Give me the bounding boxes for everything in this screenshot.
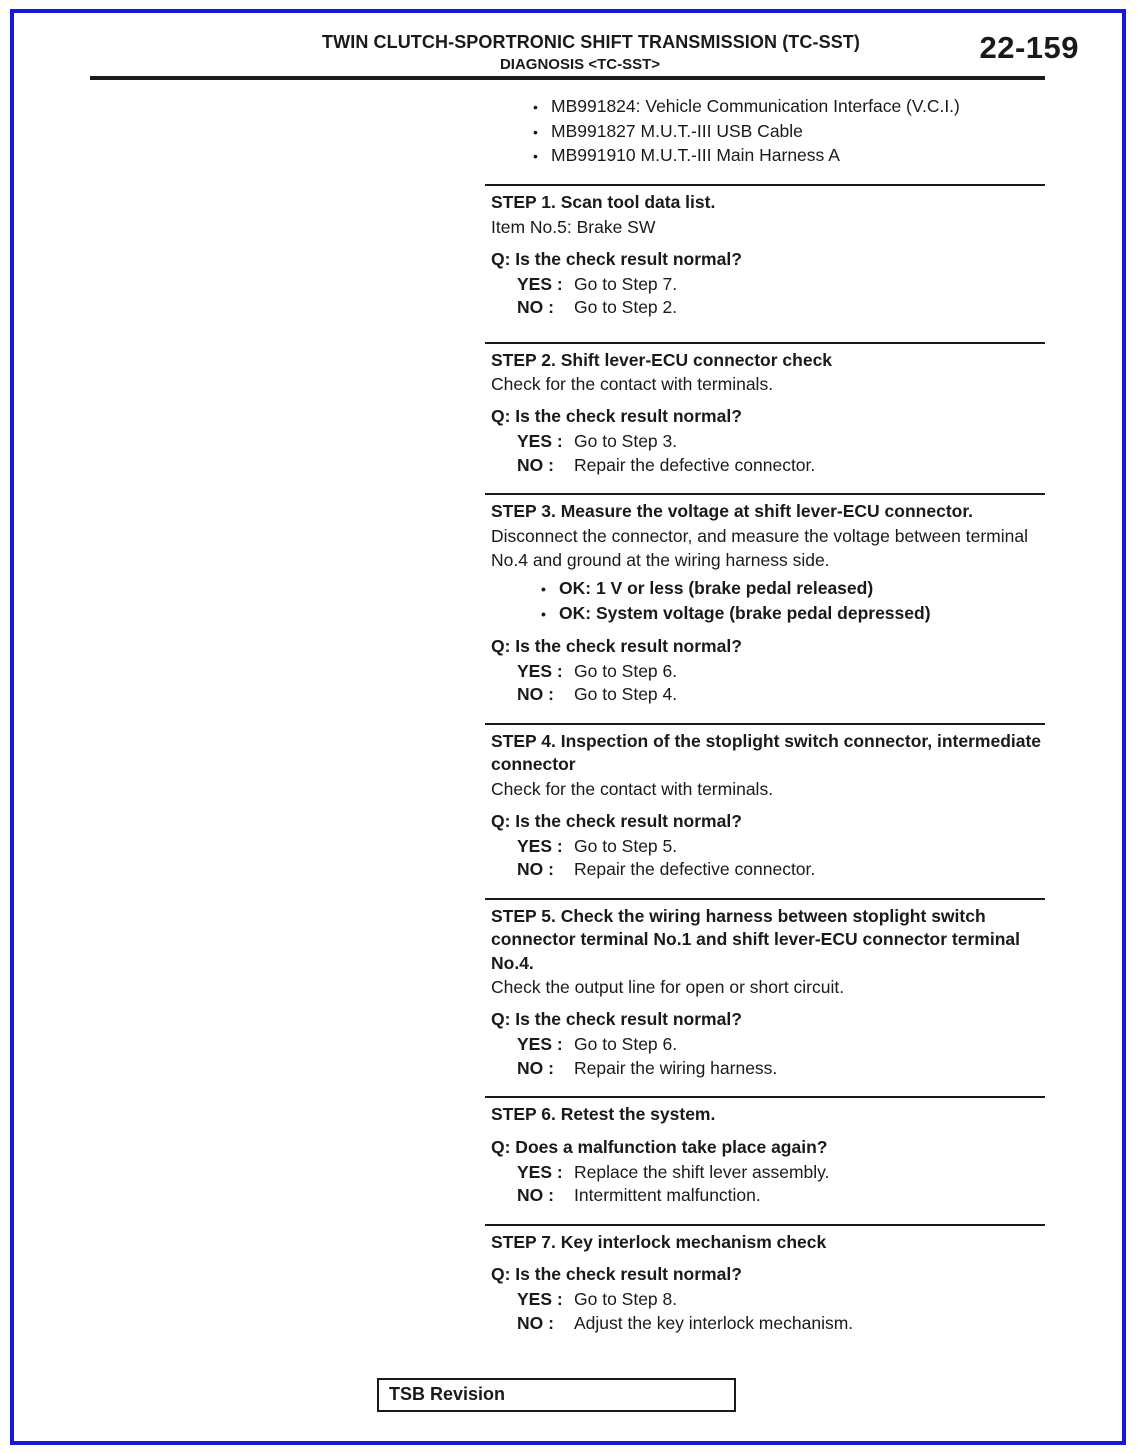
ok-criteria <box>491 576 1045 626</box>
page-number: 22-159 <box>979 30 1079 65</box>
no-text: Repair the defective connector. <box>574 454 816 475</box>
step-answers <box>491 1288 1045 1335</box>
tool-item: • MB991824: Vehicle Communication Interface (V.C.I.) <box>533 95 960 120</box>
yes-text: Go to Step 6. <box>574 1034 678 1054</box>
step-title: STEP 5. Check the wiring harness between stoplight switch connector terminal No.1 and shift lever-ECU connector terminal No.4. <box>491 905 1020 973</box>
section-subtitle: DIAGNOSIS <TC-SST> <box>499 56 660 73</box>
diagnosis-steps <box>485 184 1045 1351</box>
yes-label: YES : <box>517 1289 563 1309</box>
no-answer <box>517 1312 1045 1336</box>
step-6 <box>485 1096 1045 1208</box>
header-rule <box>90 76 1045 80</box>
step-question: Q: Is the check result normal? <box>491 1264 742 1284</box>
step-answers <box>491 660 1045 707</box>
step-5 <box>485 898 1045 1081</box>
no-answer <box>517 296 1045 320</box>
step-description: Item No.5: Brake SW <box>491 216 656 237</box>
yes-label: YES : <box>517 835 563 856</box>
yes-answer <box>517 660 1045 684</box>
no-answer <box>517 454 1045 478</box>
yes-label: YES : <box>517 1034 563 1054</box>
step-title: STEP 2. Shift lever-ECU connector check <box>491 349 833 370</box>
no-text: Repair the defective connector. <box>574 859 816 879</box>
step-2 <box>485 342 1045 478</box>
section-title: TWIN CLUTCH-SPORTRONIC SHIFT TRANSMISSION (TC-SST) <box>322 32 860 52</box>
step-4 <box>485 723 1045 882</box>
yes-answer <box>517 1033 1045 1057</box>
step-question: Q: Is the check result normal? <box>491 248 742 269</box>
step-3 <box>485 493 1045 707</box>
step-description: Check the output line for open or short circuit. <box>491 977 845 997</box>
yes-label: YES : <box>517 660 563 681</box>
step-description: Disconnect the connector, and measure the voltage between terminal No.4 and ground at the wiring harness side. <box>491 525 1028 570</box>
yes-text: Go to Step 8. <box>574 1289 678 1309</box>
no-answer <box>517 858 1045 882</box>
ok-criterion: • OK: System voltage (brake pedal depressed) <box>541 601 1045 626</box>
step-question: Q: Does a malfunction take place again? <box>491 1136 828 1157</box>
step-title: STEP 7. Key interlock mechanism check <box>491 1231 827 1252</box>
yes-text: Go to Step 6. <box>574 660 678 681</box>
step-description: Check for the contact with terminals. <box>491 374 774 394</box>
step-question: Q: Is the check result normal? <box>491 406 742 426</box>
step-answers <box>491 430 1045 477</box>
step-7 <box>485 1224 1045 1336</box>
yes-label: YES : <box>517 431 563 451</box>
yes-answer <box>517 1288 1045 1312</box>
step-1 <box>485 184 1045 320</box>
step-answers <box>491 1033 1045 1080</box>
tool-item: • MB991910 M.U.T.-III Main Harness A <box>533 144 960 169</box>
step-title: STEP 3. Measure the voltage at shift lever-ECU connector. <box>491 501 974 521</box>
no-text: Adjust the key interlock mechanism. <box>574 1312 854 1333</box>
no-label: NO : <box>517 684 554 704</box>
no-text: Go to Step 4. <box>574 684 678 704</box>
tsb-revision-box <box>377 1378 736 1412</box>
yes-text: Go to Step 7. <box>574 273 678 294</box>
tool-list <box>533 95 960 169</box>
step-question: Q: Is the check result normal? <box>491 1009 742 1029</box>
step-answers <box>491 273 1045 320</box>
no-label: NO : <box>517 1312 554 1333</box>
no-label: NO : <box>517 297 554 317</box>
step-question: Q: Is the check result normal? <box>491 810 742 831</box>
no-label: NO : <box>517 454 554 475</box>
yes-answer <box>517 430 1045 454</box>
yes-answer <box>517 835 1045 859</box>
yes-label: YES : <box>517 273 563 294</box>
step-title: STEP 4. Inspection of the stoplight switch connector, intermediate connector <box>491 730 1042 774</box>
tsb-revision-label: TSB Revision <box>389 1384 506 1404</box>
step-question: Q: Is the check result normal? <box>491 635 742 656</box>
tool-item: • MB991827 M.U.T.-III USB Cable <box>533 120 960 145</box>
step-title: STEP 1. Scan tool data list. <box>491 192 716 212</box>
no-label: NO : <box>517 1057 554 1078</box>
yes-text: Go to Step 5. <box>574 835 678 856</box>
yes-answer <box>517 273 1045 297</box>
no-text: Go to Step 2. <box>574 297 678 317</box>
no-answer <box>517 683 1045 707</box>
yes-text: Replace the shift lever assembly. <box>574 1161 830 1182</box>
no-text: Intermittent malfunction. <box>574 1185 761 1205</box>
yes-label: YES : <box>517 1161 563 1182</box>
yes-text: Go to Step 3. <box>574 431 678 451</box>
yes-answer <box>517 1161 1045 1185</box>
no-label: NO : <box>517 859 554 879</box>
no-label: NO : <box>517 1185 554 1205</box>
no-text: Repair the wiring harness. <box>574 1057 778 1078</box>
no-answer <box>517 1184 1045 1208</box>
step-description: Check for the contact with terminals. <box>491 778 774 799</box>
step-title: STEP 6. Retest the system. <box>491 1104 716 1124</box>
no-answer <box>517 1057 1045 1081</box>
step-answers <box>491 1161 1045 1208</box>
ok-criterion: • OK: 1 V or less (brake pedal released) <box>541 576 1045 601</box>
step-answers <box>491 835 1045 882</box>
